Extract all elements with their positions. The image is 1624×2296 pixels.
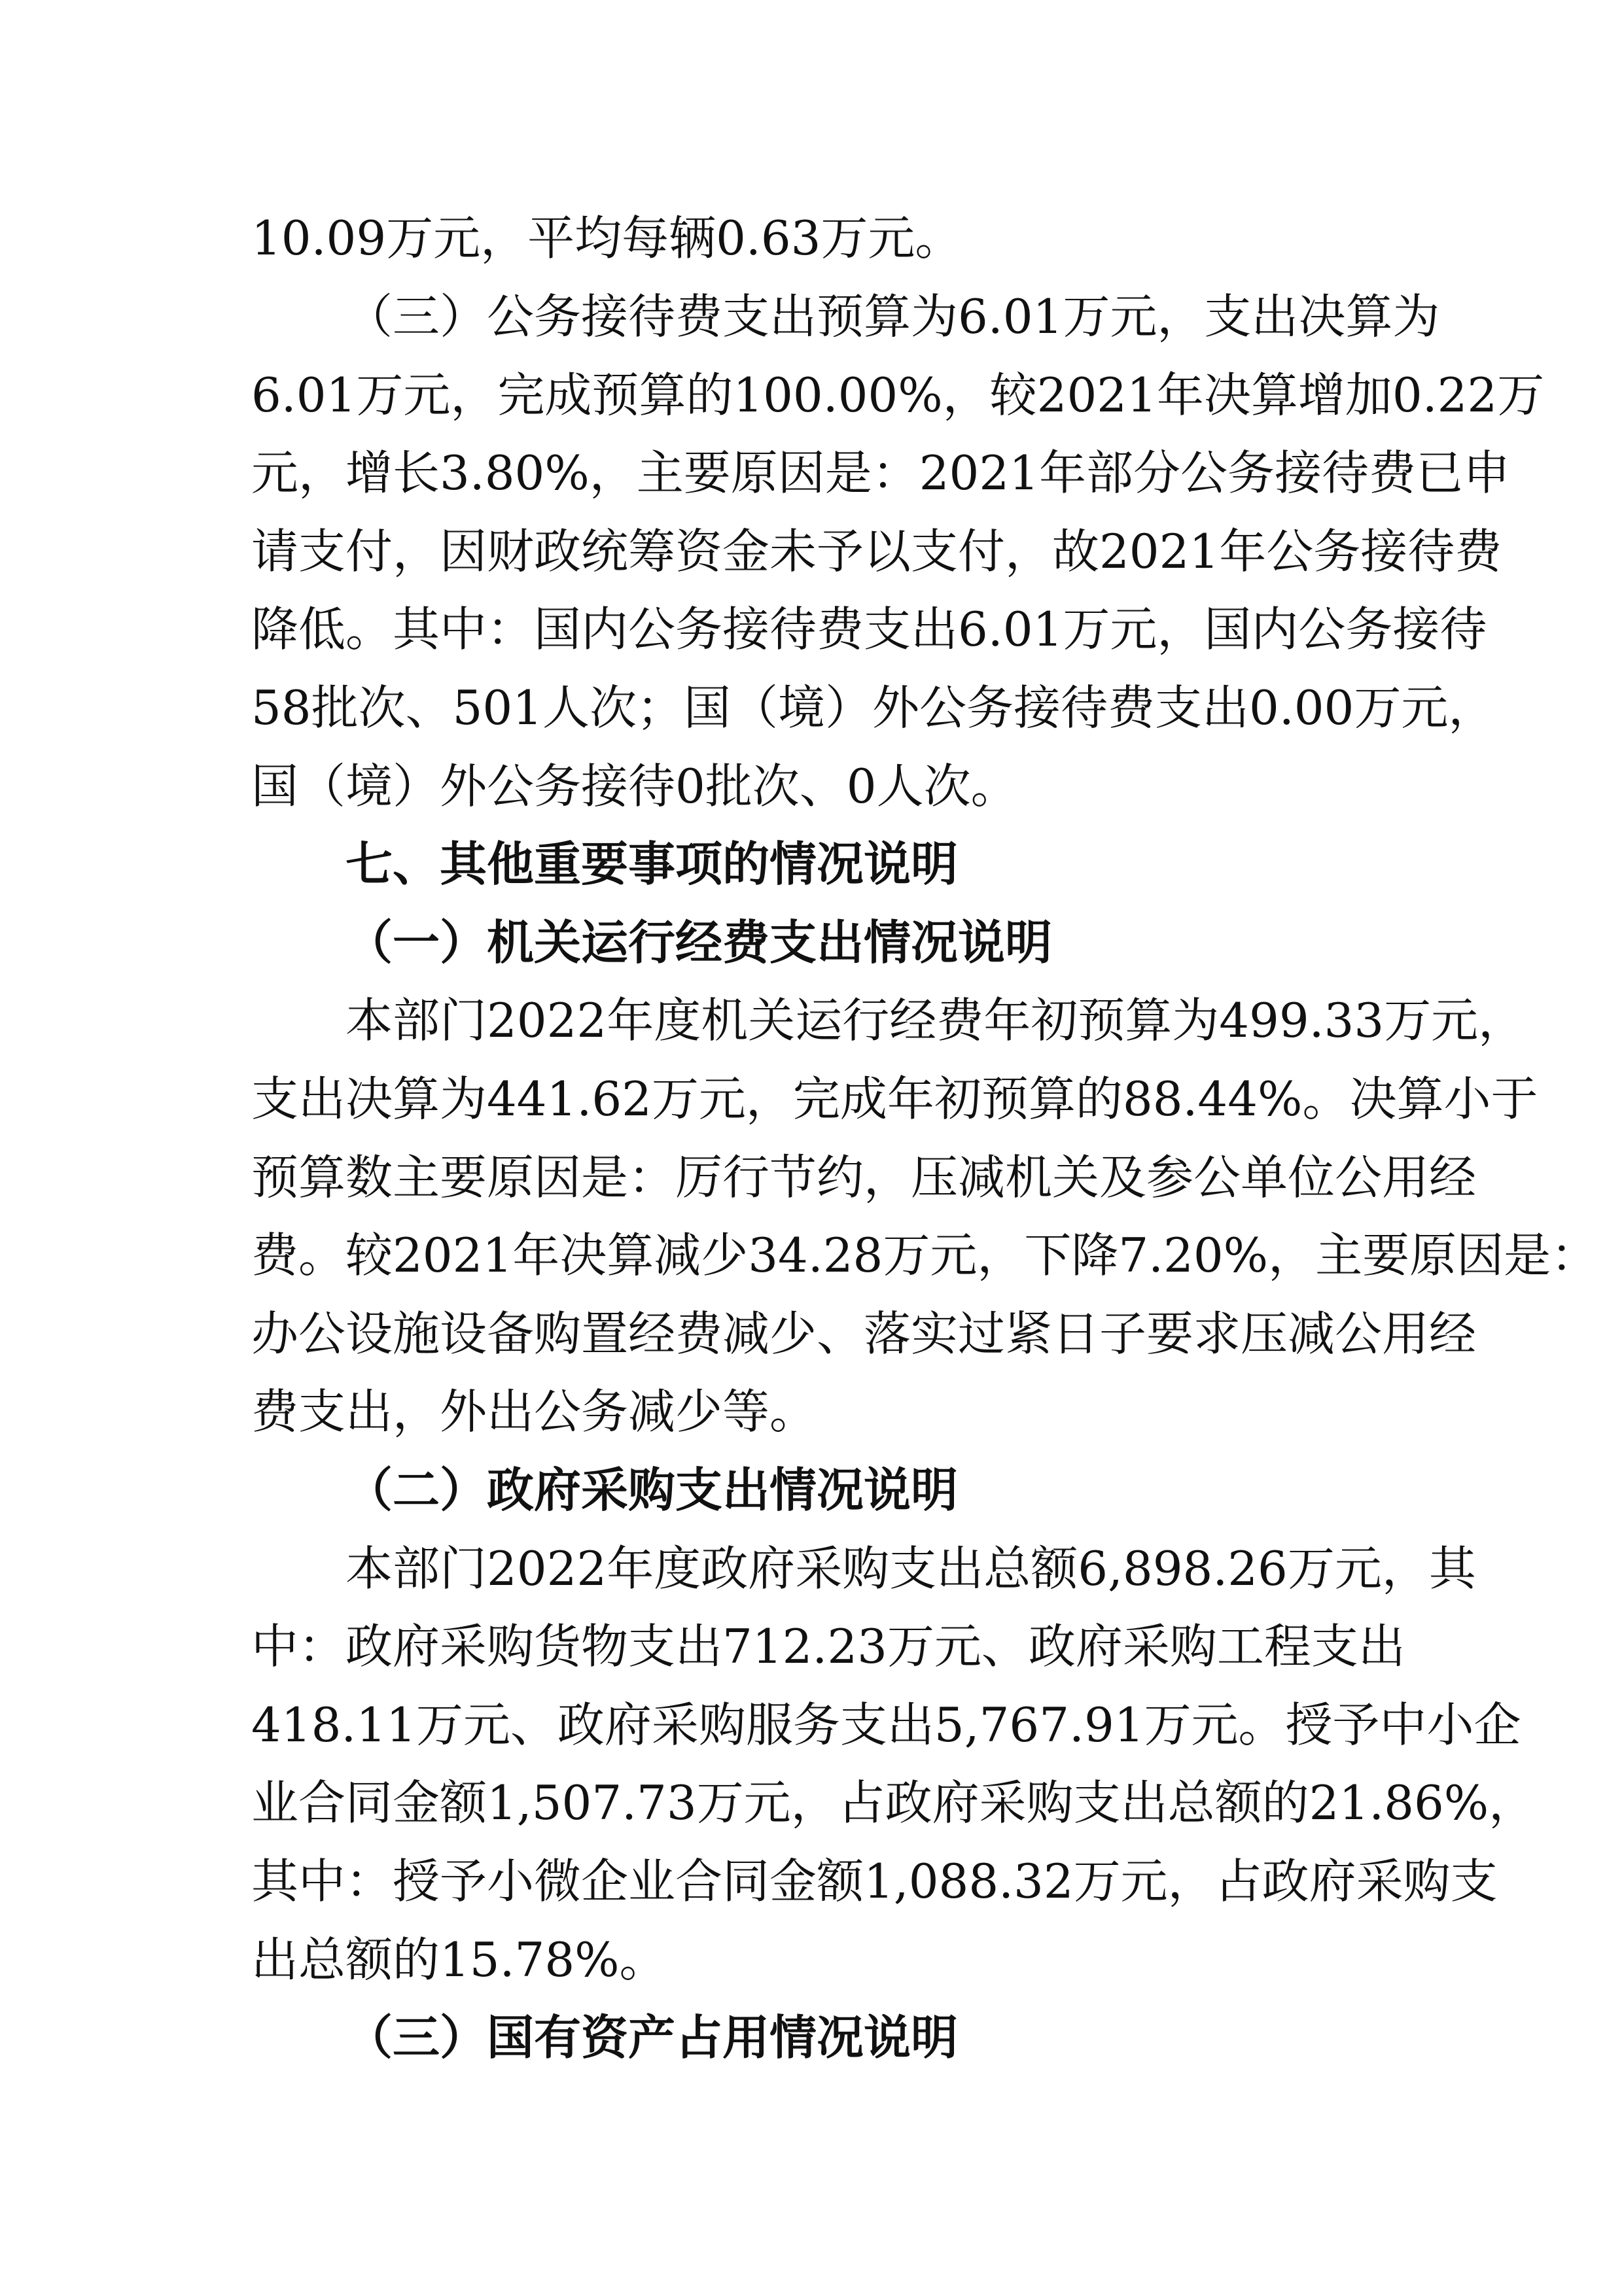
- paragraph-line: 费支出，外出公务减少等。: [251, 1384, 817, 1439]
- paragraph-line: 办公设施设备购置经费减少、落实过紧日子要求压减公用经: [251, 1306, 1477, 1361]
- section-heading: 七、其他重要事项的情况说明: [345, 837, 959, 892]
- paragraph-line: 费。较2021年决算减少34.28万元，下降7.20%，主要原因是：: [251, 1228, 1598, 1283]
- paragraph-line: 降低。其中：国内公务接待费支出6.01万元，国内公务接待: [251, 602, 1487, 657]
- paragraph-line: 支出决算为441.62万元，完成年初预算的88.44%。决算小于: [251, 1071, 1538, 1126]
- paragraph-line: 418.11万元、政府采购服务支出5,767.91万元。授予中小企: [251, 1697, 1521, 1752]
- paragraph-line: 元，增长3.80%，主要原因是：2021年部分公务接待费已申: [251, 445, 1510, 500]
- paragraph-line: 业合同金额1,507.73万元，占政府采购支出总额的21.86%，: [251, 1775, 1536, 1830]
- subsection-heading: （二）政府采购支出情况说明: [345, 1463, 959, 1518]
- paragraph-line: 预算数主要原因是：厉行节约，压减机关及参公单位公用经: [251, 1150, 1477, 1205]
- paragraph-line: 请支付，因财政统筹资金未予以支付，故2021年公务接待费: [251, 524, 1502, 579]
- paragraph-line: 6.01万元，完成预算的100.00%，较2021年决算增加0.22万: [251, 368, 1545, 423]
- paragraph-line: 中：政府采购货物支出712.23万元、政府采购工程支出: [251, 1619, 1405, 1674]
- paragraph-line: （三）公务接待费支出预算为6.01万元，支出决算为: [345, 289, 1440, 344]
- paragraph-line: 本部门2022年度政府采购支出总额6,898.26万元，其: [345, 1541, 1476, 1596]
- paragraph-line: 本部门2022年度机关运行经费年初预算为499.33万元，: [345, 993, 1526, 1048]
- subsection-heading: （一）机关运行经费支出情况说明: [345, 915, 1053, 970]
- paragraph-line: 出总额的15.78%。: [251, 1932, 667, 1987]
- paragraph-line: 58批次、501人次；国（境）外公务接待费支出0.00万元，: [251, 680, 1496, 735]
- paragraph-line: 10.09万元，平均每辆0.63万元。: [251, 211, 962, 266]
- paragraph-line: 国（境）外公务接待0批次、0人次。: [251, 759, 1018, 814]
- subsection-heading: （三）国有资产占用情况说明: [345, 2010, 959, 2065]
- paragraph-line: 其中：授予小微企业合同金额1,088.32万元，占政府采购支: [251, 1854, 1498, 1909]
